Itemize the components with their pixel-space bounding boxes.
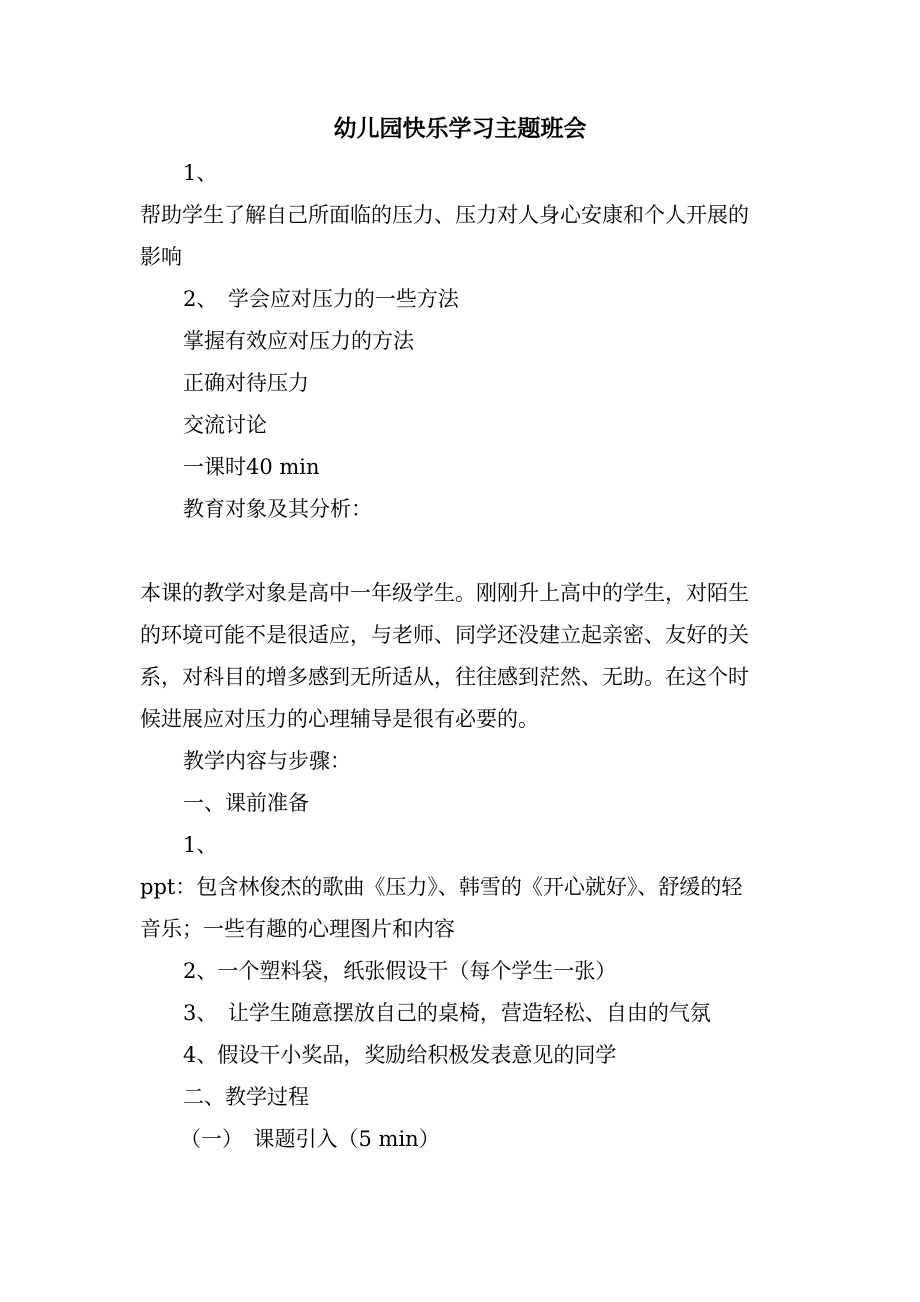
section-process: 二、教学过程 <box>183 1085 309 1109</box>
class-duration: 一课时40 min <box>183 455 320 479</box>
teaching-method: 交流讨论 <box>183 413 267 437</box>
audience-paragraph-line-1: 本课的教学对象是高中一年级学生。刚刚升上高中的学生，对陌生 <box>140 581 749 605</box>
section-preparation: 一、课前准备 <box>183 791 309 815</box>
prep-item-1-text-cont: 音乐；一些有趣的心理图片和内容 <box>140 917 455 941</box>
audience-paragraph-line-2: 的环境可能不是很适应，与老师、同学还没建立起亲密、友好的关 <box>140 623 749 647</box>
document-title: 幼儿园快乐学习主题班会 <box>333 116 587 142</box>
audience-heading: 教育对象及其分析： <box>183 497 372 521</box>
audience-paragraph-line-3: 系，对科目的增多感到无所适从，往往感到茫然、无助。在这个时 <box>140 665 749 689</box>
objective-1-text-cont: 影响 <box>140 245 182 269</box>
subsection-intro: （一） 课题引入（5 min） <box>180 1127 440 1151</box>
prep-item-1-number: 1、 <box>183 833 218 857</box>
objective-2: 2、 学会应对压力的一些方法 <box>183 287 459 311</box>
prep-item-2: 2、一个塑料袋，纸张假设干（每个学生一张） <box>183 959 617 983</box>
objective-1-text: 帮助学生了解自己所面临的压力、压力对人身心安康和个人开展的 <box>140 203 749 227</box>
audience-paragraph-line-4: 候进展应对压力的心理辅导是很有必要的。 <box>140 707 539 731</box>
prep-item-4: 4、假设干小奖品，奖励给积极发表意见的同学 <box>183 1043 617 1067</box>
prep-item-3: 3、 让学生随意摆放自己的桌椅，营造轻松、自由的气氛 <box>183 1001 711 1025</box>
objective-1-number: 1、 <box>183 161 218 185</box>
content-heading: 教学内容与步骤： <box>183 749 351 773</box>
difficult-point: 正确对待压力 <box>183 371 309 395</box>
key-point: 掌握有效应对压力的方法 <box>183 329 414 353</box>
prep-item-1-text: ppt：包含林俊杰的歌曲《压力》、韩雪的《开心就好》、舒缓的轻 <box>140 875 743 899</box>
